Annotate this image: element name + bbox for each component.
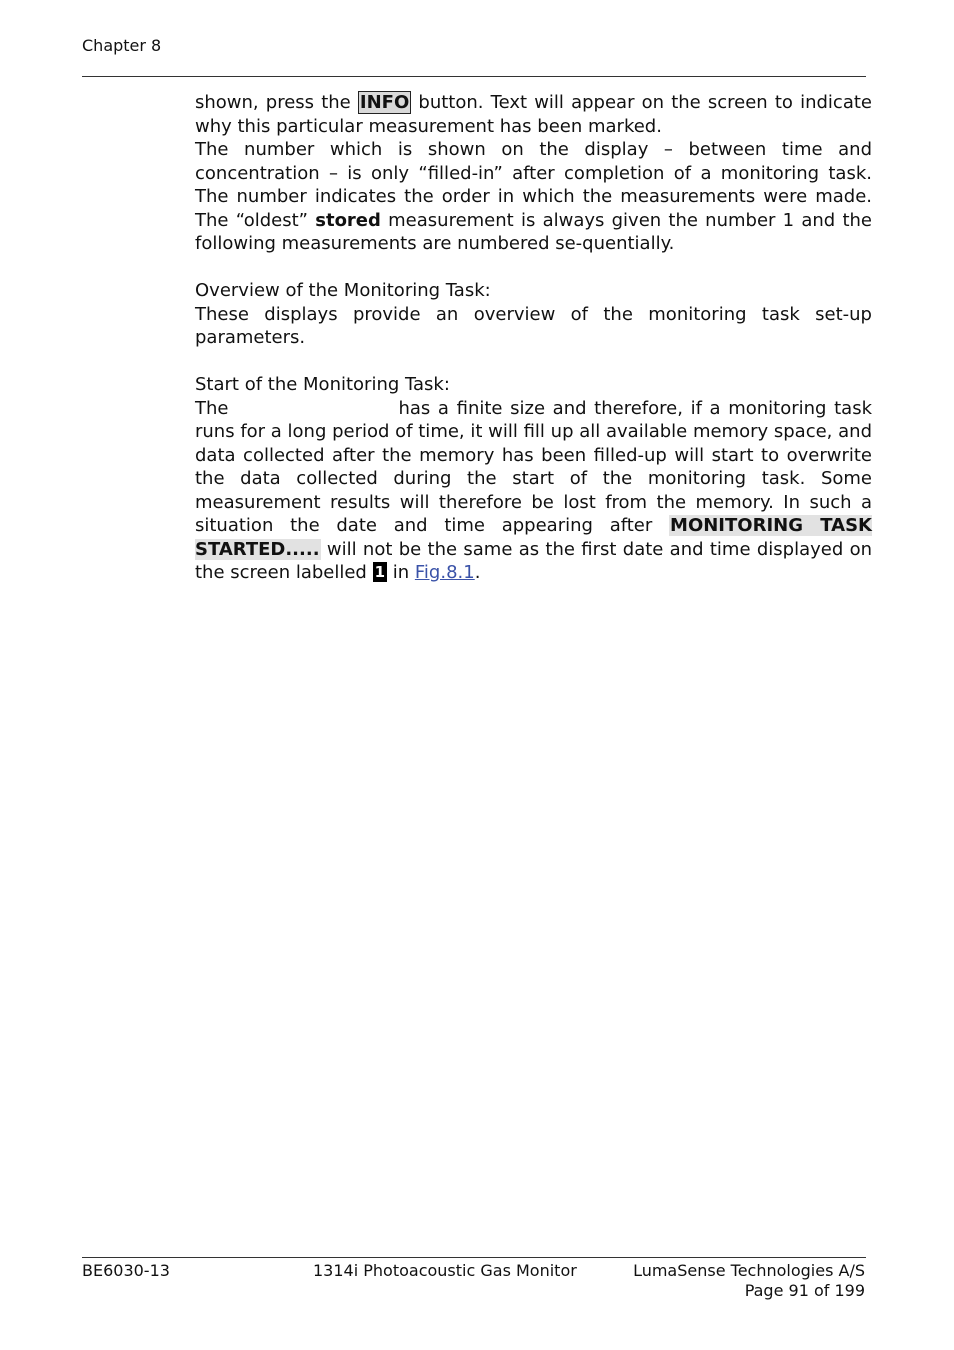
chapter-header: Chapter 8 bbox=[82, 36, 162, 55]
text-run: will not be the same as the first date and time displayed on the screen labelled bbox=[195, 538, 872, 583]
header-divider bbox=[82, 76, 866, 77]
footer-company-page bbox=[633, 1261, 865, 1301]
info-button-label: INFO bbox=[359, 92, 410, 113]
footer-product: 1314i Photoacoustic Gas Monitor bbox=[313, 1261, 577, 1280]
screen-number-badge: 1 bbox=[374, 563, 386, 581]
footer-divider bbox=[82, 1257, 866, 1258]
footer-company: LumaSense Technologies A/S bbox=[633, 1261, 865, 1280]
text-run: in bbox=[387, 562, 415, 583]
text-run: measurement is always given the number 1 and the following measurements are numbered se-quentially. bbox=[195, 209, 872, 254]
text-run: The number which is shown on the display – between time and concentration – is only “filled-in” after completion of a monitoring task. The number indicates the order in which the measurements were made. The “oldest” bbox=[195, 139, 872, 231]
paragraph-start bbox=[195, 397, 872, 585]
paragraph-numbering bbox=[195, 138, 872, 256]
spacer bbox=[195, 350, 872, 374]
text-run: has a finite size and therefore, if a monitoring task runs for a long period of time, it will fill up all available memory space, and data collected after the memory has been filled-up will start to overwrite the data collected during the start of the monitoring task. Some measurement results will therefore be lost from the memory. In such a situation the date and time appearing after bbox=[195, 397, 872, 536]
text-run: shown, press the bbox=[195, 92, 358, 113]
footer-doc-id: BE6030-13 bbox=[82, 1261, 170, 1280]
text-run: The bbox=[195, 397, 229, 419]
spacer bbox=[195, 256, 872, 280]
monitoring-task-started-label: MONITORING TASK STARTED..... bbox=[195, 515, 872, 560]
text-run: . bbox=[474, 562, 481, 583]
body-text bbox=[195, 91, 872, 585]
figure-link[interactable]: Fig.8.1 bbox=[414, 562, 475, 583]
stored-bold: stored bbox=[315, 209, 381, 231]
paragraph-info bbox=[195, 91, 872, 138]
footer-page-number: Page 91 of 199 bbox=[744, 1281, 865, 1300]
heading-overview: Overview of the Monitoring Task: bbox=[195, 280, 491, 301]
heading-start: Start of the Monitoring Task: bbox=[195, 374, 450, 395]
text-run: button. Text will appear on the screen to indicate why this particular measurement has been marked. bbox=[195, 92, 872, 137]
paragraph-overview: These displays provide an overview of the monitoring task set-up parameters. bbox=[195, 303, 872, 348]
